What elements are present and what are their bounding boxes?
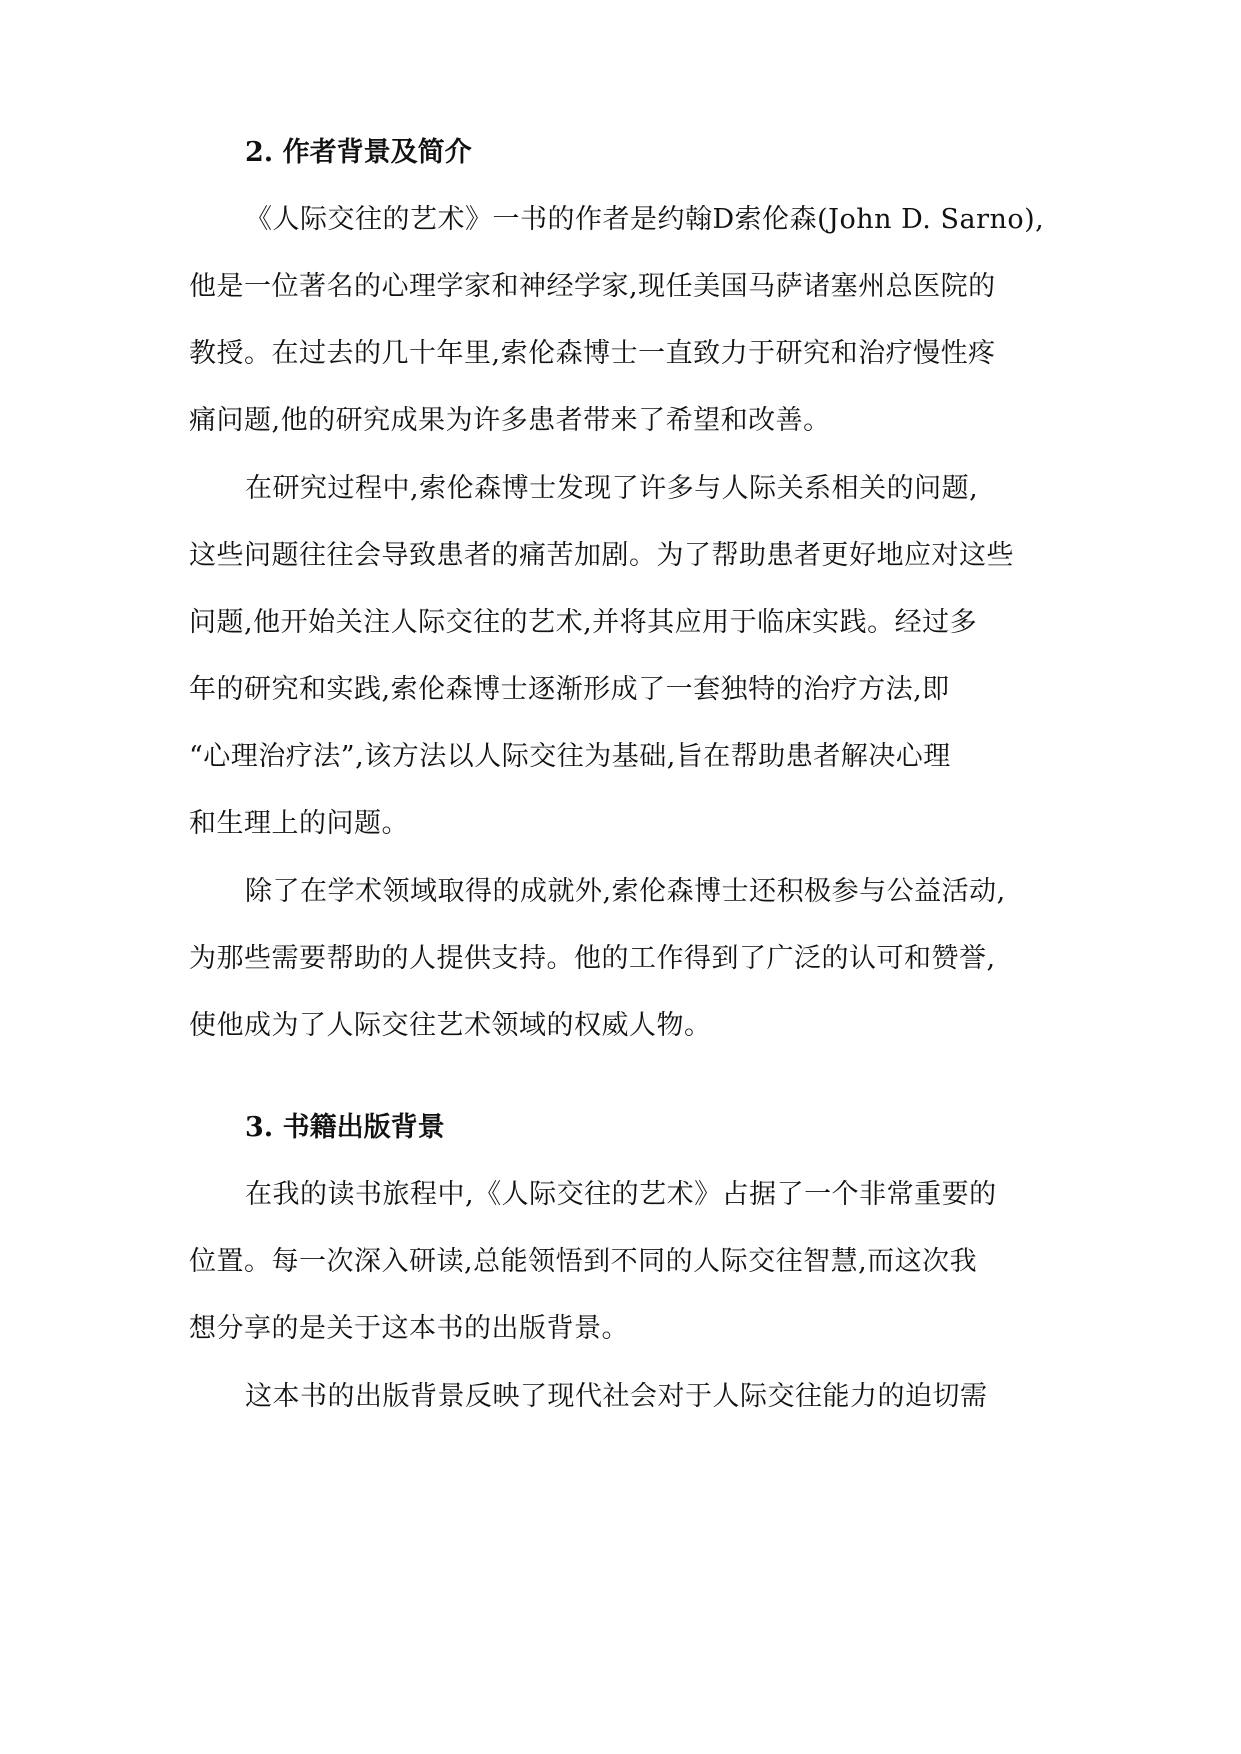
paragraph-line: 痛问题,他的研究成果为许多患者带来了希望和改善。 (189, 405, 831, 436)
paragraph-line: 这本书的出版背景反映了现代社会对于人际交往能力的迫切需 (245, 1381, 988, 1412)
section-heading-2: 2. 作者背景及简介 (245, 137, 472, 168)
paragraph-line: 在研究过程中,索伦森博士发现了许多与人际关系相关的问题, (245, 473, 979, 504)
section-heading-3: 3. 书籍出版背景 (245, 1112, 445, 1143)
paragraph-line: 和生理上的问题。 (189, 808, 409, 839)
paragraph-line: 问题,他开始关注人际交往的艺术,并将其应用于临床实践。经过多 (189, 607, 978, 638)
paragraph-line: 教授。在过去的几十年里,索伦森博士一直致力于研究和治疗慢性疼 (189, 338, 996, 369)
paragraph-line: 除了在学术领域取得的成就外,索伦森博士还积极参与公益活动, (245, 876, 1006, 907)
paragraph-line: 位置。每一次深入研读,总能领悟到不同的人际交往智慧,而这次我 (189, 1246, 978, 1277)
paragraph-line: “心理治疗法”,该方法以人际交往为基础,旨在帮助患者解决心理 (189, 741, 951, 772)
paragraph-line: 想分享的是关于这本书的出版背景。 (189, 1313, 629, 1344)
paragraph-line: 这些问题往往会导致患者的痛苦加剧。为了帮助患者更好地应对这些 (189, 540, 1014, 571)
paragraph-line: 在我的读书旅程中,《人际交往的艺术》占据了一个非常重要的 (245, 1179, 997, 1210)
paragraph-line: 他是一位著名的心理学家和神经学家,现任美国马萨诸塞州总医院的 (189, 271, 996, 302)
paragraph-line: 使他成为了人际交往艺术领域的权威人物。 (189, 1010, 712, 1041)
paragraph-line: 年的研究和实践,索伦森博士逐渐形成了一套独特的治疗方法,即 (189, 674, 950, 705)
paragraph-line: 《人际交往的艺术》一书的作者是约翰D索伦森(John D. Sarno), (245, 204, 1045, 235)
paragraph-line: 为那些需要帮助的人提供支持。他的工作得到了广泛的认可和赞誉, (189, 943, 996, 974)
